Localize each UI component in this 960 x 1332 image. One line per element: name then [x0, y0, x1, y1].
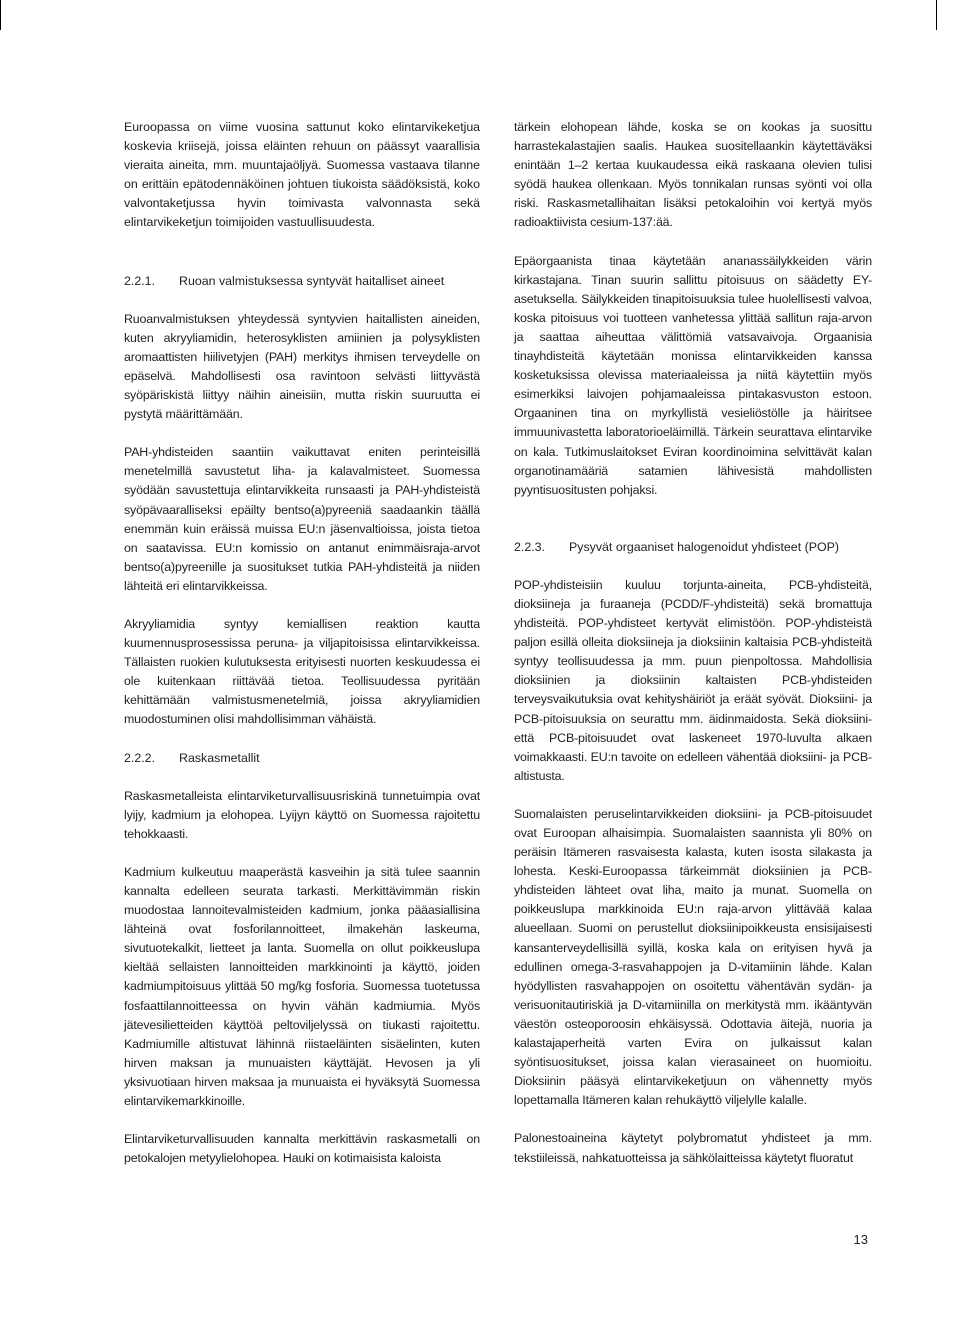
paragraph: Suomalaisten peruselintarvikkeiden dioksiini- ja PCB-pitoisuudet ovat Euroopan alhaisimpia. Suomalaisten saannista yli 80% on peräisin Itämeren rasvaisesta kalasta, kuten isosta silakasta ja lohesta. Keski-Euroopassa tärkeimmät dioksiinien ja PCB-yhdisteiden lähteet ovat liha, maito ja munat. Suomella on poikkeuslupa markkinoida EU:n raja-arvon ylittävää kalaa alueellaan. Suomi on perustellut dioksiinipoikkeusta ensisijaisesti kansanterveydellisillä syillä, koska kala on erityisen hyvä ja edullinen omega-3-rasvahappojen ja D-vitamiinin lähde. Kalan hyödyllisten rasvahappojen on osoitettu vähentävän sydän- ja verisuonitautiriskiä ja D-vitamiinilla on merkitystä mm. ikääntyvän väestön osteoporoosin ehkäisyssä. Odottavia äitejä, nuoria ja kalastajaperheitä varten Evira on julkaissut kalan syöntisuositukset, joissa kalan vierasaineet on huomioitu. Dioksiinin pääsyä elintarvikeketjuun on vähennetty myös lopettamalla Itämeren kalan rehukäyttö viljelylle kalalle.: [514, 806, 872, 1108]
crop-mark-top-left: [0, 0, 1, 30]
paragraph: tärkein elohopean lähde, koska se on kookas ja suosittu harrastekalastajien saalis. Haukea suositellaankin käytettäväksi enintään 1–2 kertaa kuukaudessa eikä raskaana olevien tulisi syödä haukea ollenkaan. Myös tonnikalan runsas syönti voi olla riski. Raskasmetallihaitan lisäksi petokaloihin voi kertyä myös radioaktiivista cesium-137:ää.: [514, 120, 872, 230]
section-heading-2-2-1: [124, 272, 480, 291]
section-number: 2.2.2.: [124, 750, 156, 765]
left-column: [124, 118, 480, 1168]
paragraph: Akryyliamidia syntyy kemiallisen reaktion kautta kuumennusprosessissa peruna- ja viljapitoisissa elintarvikkeissa. Tällaisten ruokien kulutuksesta erityisesti nuorten keskuudessa ei ole kuitenkaan riittävää tietoa. Teollisuudessa pyritään kehittämään valmistusmenetelmiä, joissa akryyliamidien muodostuminen olisi mahdollisimman vähäistä.: [124, 616, 480, 727]
section-number: 2.2.1.: [124, 273, 156, 288]
paragraph: Raskasmetalleista elintarviketurvallisuusriskinä tunnetuimpia ovat lyijy, kadmium ja elohopea. Lyijyn käyttö on Suomessa rajoitettu tehokkaasti.: [124, 788, 480, 841]
section-title: Raskasmetallit: [179, 750, 260, 765]
section-heading-2-2-3: [514, 538, 872, 557]
right-column: [514, 118, 872, 1168]
crop-mark-top-right: [936, 0, 937, 30]
paragraph: PAH-yhdisteiden saantiin vaikuttavat eniten perinteisillä menetelmillä savustetut liha- ja kalavalmisteet. Suomessa syödään savustettuja elintarvikkeita runsaasti ja PAH-yhdisteistä syöpävaaralliseksi epäilty bentso(a)pyreeniä saadaankin täällä enemmän kuin eräissä muissa EU:n jäsenvaltioissa, joista tietoa on saatavissa. EU:n komissio on antanut enimmäisraja-arvot bentso(a)pyreenille ja suositukset tutkia PAH-yhdisteitä ja niiden lähteitä eri elintarvikkeissa.: [124, 445, 480, 593]
paragraph: Ruoanvalmistuksen yhteydessä syntyvien haitallisten aineiden, kuten akryyliamidin, heterosyklisten amiinien ja polysyklisten aromaattisten hiilivetyjen (PAH) merkitys ihmisen terveydelle on epäselvä. Mahdollisesti osa ravintoon selvästi liittyvästä syöpäriskistä liittyy näihin aineisiin, mutta riskin suuruutta ei pystytä määrittämään.: [124, 311, 480, 422]
section-title: Ruoan valmistuksessa syntyvät haitalliset aineet: [179, 273, 445, 288]
intro-paragraph: Euroopassa on viime vuosina sattunut koko elintarvikeketjua koskevia kriisejä, joissa eläinten rehuun on päässyt vaarallisia vieraita aineita, mm. muuntajaöljyä. Suomessa vastaava tilanne on erittäin epätodennäköinen johtuen tiukoista säädöksistä, koko valvontaketjussa hyvin toimivasta valvonnasta sekä elintarvikeketjun toimijoiden vastuullisuudesta.: [124, 120, 480, 230]
paragraph: Epäorgaanista tinaa käytetään ananassäilykkeiden värin kirkastajana. Tinan suurin sallittu pitoisuus on säädetty EY-asetuksella. Säilykkeiden tinapitoisuuksia tulee huolellisesti valvoa, koska pitoisuus voi tuotteen vanhetessa ylittää sallitun raja-arvon ja saattaa aiheuttaa välittömiä vatsavaivoja. Orgaanisia tinayhdisteitä käytetään monissa elintarvikkeiden kanssa kosketuksissa olevissa materiaaleissa ja niitä käytettiin myös esimerkiksi laivojen pohjamaaleissa pintakasvuston estoon. Orgaaninen tina on myrkyllistä vesieliöstölle ja häiritsee immuunivastetta laboratorioeläimillä. Tärkein seurattava elintarvike on kala. Tutkimuslaitokset Eviran koordinoimina selvittävät kalan organotinamääriä satamien lähivesistä mahdollisten pyyntisuositusten pohjaksi.: [514, 253, 872, 497]
paragraph: Palonestoaineina käytetyt polybromatut yhdisteet ja mm. tekstiileissä, nahkatuotteissa ja sähkölaitteissa käytetyt fluoratut: [514, 1131, 872, 1165]
paragraph: POP-yhdisteisiin kuuluu torjunta-aineita, PCB-yhdisteitä, dioksiineja ja furaaneja (PCDD/F-yhdisteitä) sekä bromattuja yhdisteitä. POP-yhdisteet kertyvät elimistöön. POP-yhdisteistä paljon esillä olleita dioksiineja ja dioksiinin kaltaisia PCB-yhdisteitä syntyy teollisuudessa ja mm. puun pienpoltossa. Mahdollisia dioksiinien ja dioksiinin kaltaisten PCB-yhdisteiden terveysvaikutuksia ovat kehityshäiriöt ja eräät syövät. Dioksiini- ja PCB-pitoisuuksia on seurattu mm. äidinmaidosta. Sekä dioksiini- että PCB-pitoisuudet ovat laskeneet 1970-luvulta alkaen voimakkaasti. EU:n tavoite on edelleen vähentää dioksiini- ja PCB-altistusta.: [514, 577, 872, 783]
page-number: 13: [853, 1232, 868, 1247]
paragraph: Elintarviketurvallisuuden kannalta merkittävin raskasmetalli on petokalojen metyylielohopea. Hauki on kotimaisista kaloista: [124, 1132, 480, 1166]
paragraph: Kadmium kulkeutuu maaperästä kasveihin ja sitä tulee saannin kannalta edelleen seurata tarkasti. Merkittävimmän riskin muodostaa lannoitevalmisteiden kadmium, jonka pääasiallisina lähteinä ovat fosforilannoitteet, ilmakehän laskeuma, sivutuotekalkit, lietteet ja lanta. Suomella on ollut poikkeuslupa kieltää sellaisten lannoitteiden markkinointi ja käyttö, joiden kadmiumpitoisuus ylittää 50 mg/kg fosforia. Suomessa tuotetussa fosfaattilannoitteessa on hyvin vähän kadmiumia. Myös jätevesilietteiden käyttöä peltoviljelyssä on tiukasti rajoitettu. Kadmiumille altistuvat lähinnä riistaeläinten sisäelinten, kuten hirven maksan ja munuaisten käyttäjät. Hevosen ja yli yksivuotiaan hirven maksaa ja munuaista ei hyväksytä Suomessa elintarvikemarkkinoille.: [124, 864, 480, 1109]
section-heading-2-2-2: [124, 749, 480, 768]
section-title: Pysyvät orgaaniset halogenoidut yhdisteet (POP): [569, 539, 839, 554]
section-number: 2.2.3.: [514, 539, 546, 554]
